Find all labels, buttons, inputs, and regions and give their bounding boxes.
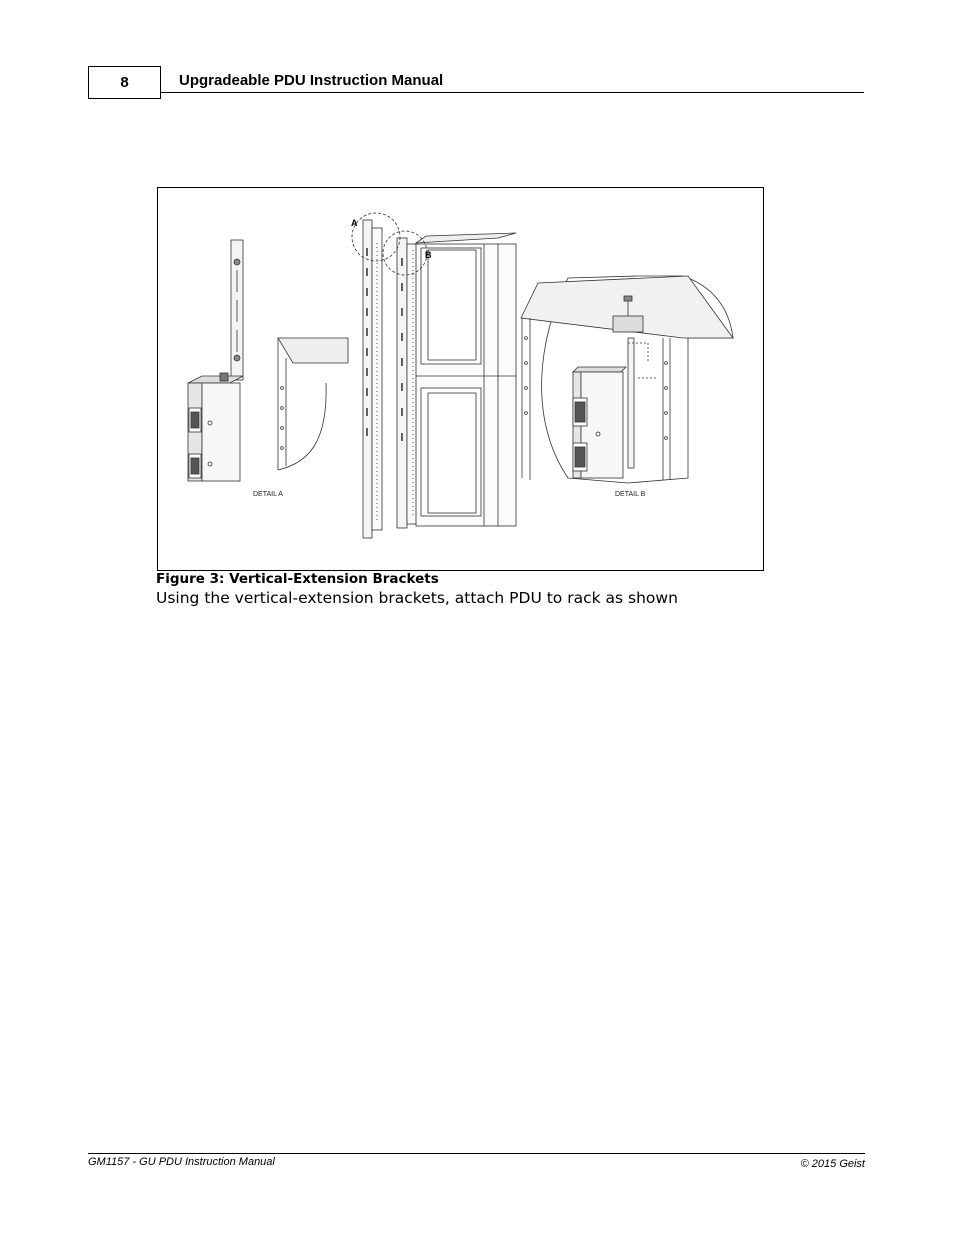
callout-label-a: A bbox=[351, 218, 358, 228]
callout-label-b: B bbox=[425, 250, 432, 260]
detail-a-pdu bbox=[188, 373, 243, 481]
bracket-diagram bbox=[158, 188, 764, 571]
center-vertical-pdu bbox=[363, 220, 419, 538]
page-number: 8 bbox=[88, 66, 161, 99]
footer-copyright: © 2015 Geist bbox=[800, 1158, 865, 1170]
detail-a-bracket bbox=[231, 240, 243, 380]
header-rule bbox=[161, 92, 864, 93]
body-paragraph: Using the vertical-extension brackets, attach PDU to rack as shown bbox=[156, 589, 678, 607]
detail-b-label: DETAIL B bbox=[615, 491, 646, 498]
center-rack-cabinet bbox=[416, 233, 516, 526]
footer-rule bbox=[88, 1153, 865, 1154]
footer-document-id: GM1157 - GU PDU Instruction Manual bbox=[88, 1156, 275, 1168]
detail-b-zoom bbox=[521, 276, 733, 483]
figure-caption: Figure 3: Vertical-Extension Brackets bbox=[156, 571, 439, 587]
figure-illustration bbox=[157, 187, 764, 571]
running-header-title: Upgradeable PDU Instruction Manual bbox=[179, 72, 444, 89]
detail-a-rack-corner bbox=[278, 338, 348, 470]
detail-a-label: DETAIL A bbox=[253, 491, 283, 498]
